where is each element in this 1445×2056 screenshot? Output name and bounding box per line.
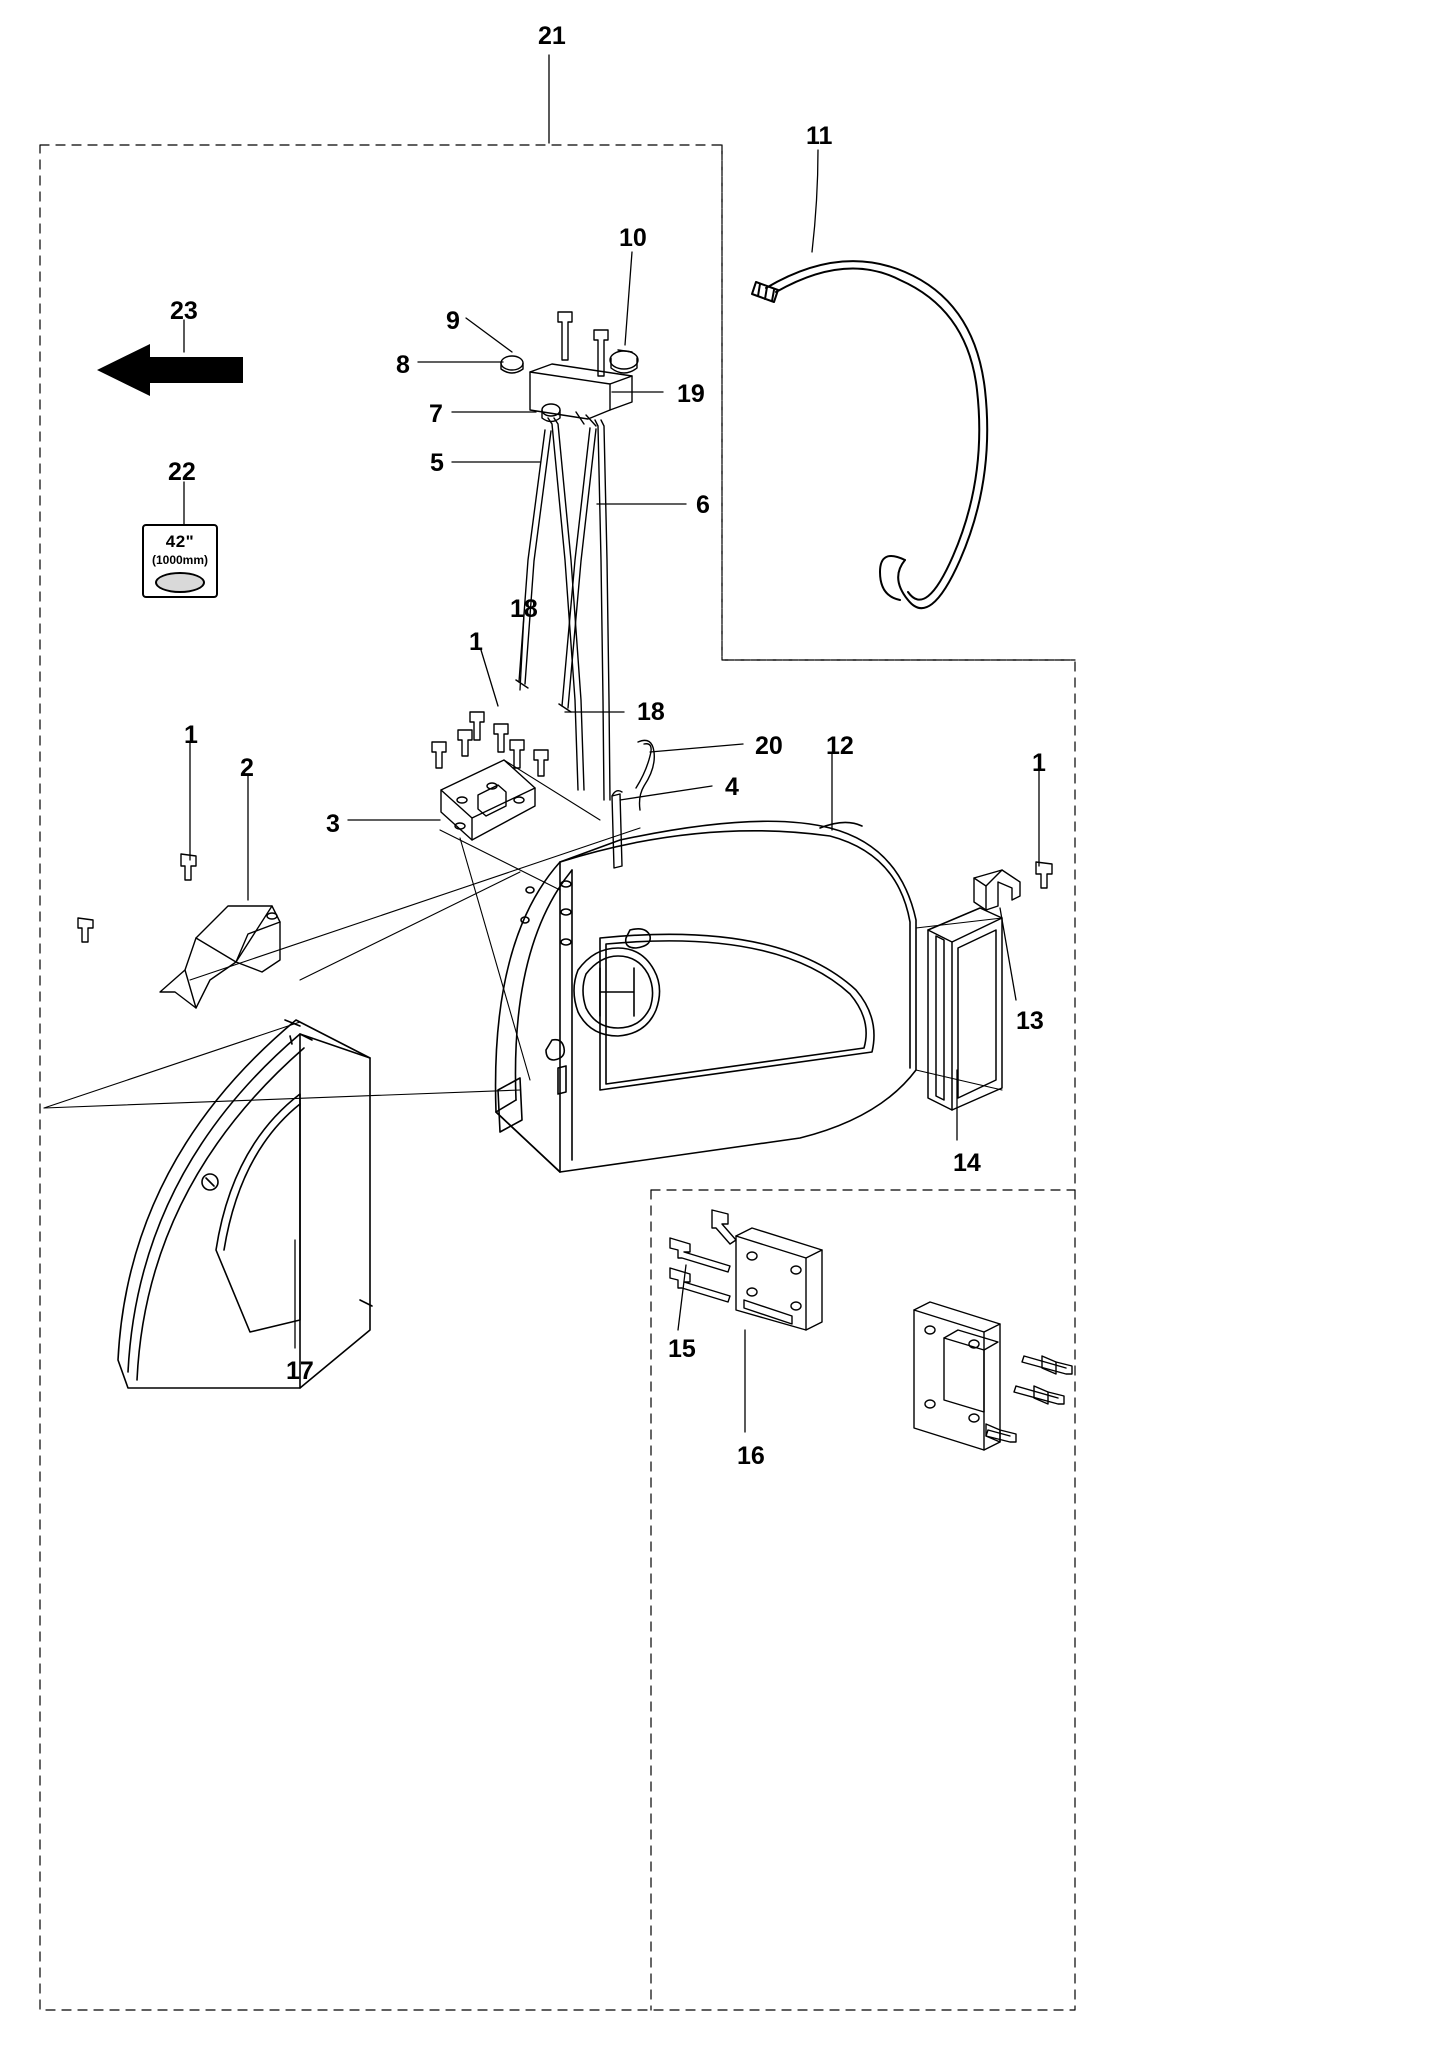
inner-bracket-2 — [160, 906, 280, 1008]
callout-18-upper: 18 — [510, 595, 538, 623]
direction-arrow-graphic — [97, 344, 243, 396]
callout-23: 23 — [170, 297, 198, 325]
callout-15: 15 — [668, 1335, 696, 1363]
clamp-block-19 — [530, 350, 638, 419]
callout-6: 6 — [696, 491, 710, 519]
blade-size-decal-22 — [142, 524, 218, 598]
callout-7: 7 — [429, 400, 443, 428]
clip-bracket-13 — [974, 870, 1020, 910]
washer-8 — [501, 356, 523, 373]
callout-3: 3 — [326, 810, 340, 838]
callout-8: 8 — [396, 351, 410, 379]
callout-18-lower: 18 — [637, 698, 665, 726]
rear-mount-plate — [914, 1302, 1072, 1450]
callout-14: 14 — [953, 1149, 981, 1177]
bracket-3 — [441, 760, 535, 840]
guard-pin-4 — [612, 791, 622, 868]
callout-9: 9 — [446, 307, 460, 335]
callout-1-right: 1 — [1032, 749, 1046, 777]
callout-5: 5 — [430, 449, 444, 477]
water-hose-11 — [752, 261, 987, 608]
left-bolts-1 — [78, 854, 196, 942]
callout-12: 12 — [826, 732, 854, 760]
callout-20: 20 — [755, 732, 783, 760]
mount-plate-16 — [736, 1228, 822, 1330]
husqvarna-logo — [574, 948, 660, 1036]
guard-half-17 — [118, 1020, 372, 1388]
blade-ellipse-icon — [155, 572, 205, 593]
splash-flap-14 — [928, 908, 1002, 1110]
callout-2: 2 — [240, 754, 254, 782]
clip-20 — [636, 740, 654, 810]
callout-22: 22 — [168, 458, 196, 486]
callout-16: 16 — [737, 1442, 765, 1470]
decal-size-label: 42" — [165, 532, 195, 551]
callout-19: 19 — [677, 380, 705, 408]
leader-lines — [184, 55, 1039, 1432]
mount-bolts-15 — [670, 1210, 736, 1302]
callout-1-bracket: 1 — [469, 628, 483, 656]
callout-11: 11 — [806, 122, 833, 150]
callout-10: 10 — [619, 224, 647, 252]
callout-13: 13 — [1016, 1007, 1044, 1035]
callout-1-left: 1 — [184, 721, 198, 749]
decal-metric-label: (1000mm) — [151, 553, 209, 567]
callout-17: 17 — [286, 1357, 314, 1385]
callout-21: 21 — [538, 22, 566, 50]
blade-guard-12 — [496, 821, 916, 1172]
callout-4: 4 — [725, 773, 739, 801]
